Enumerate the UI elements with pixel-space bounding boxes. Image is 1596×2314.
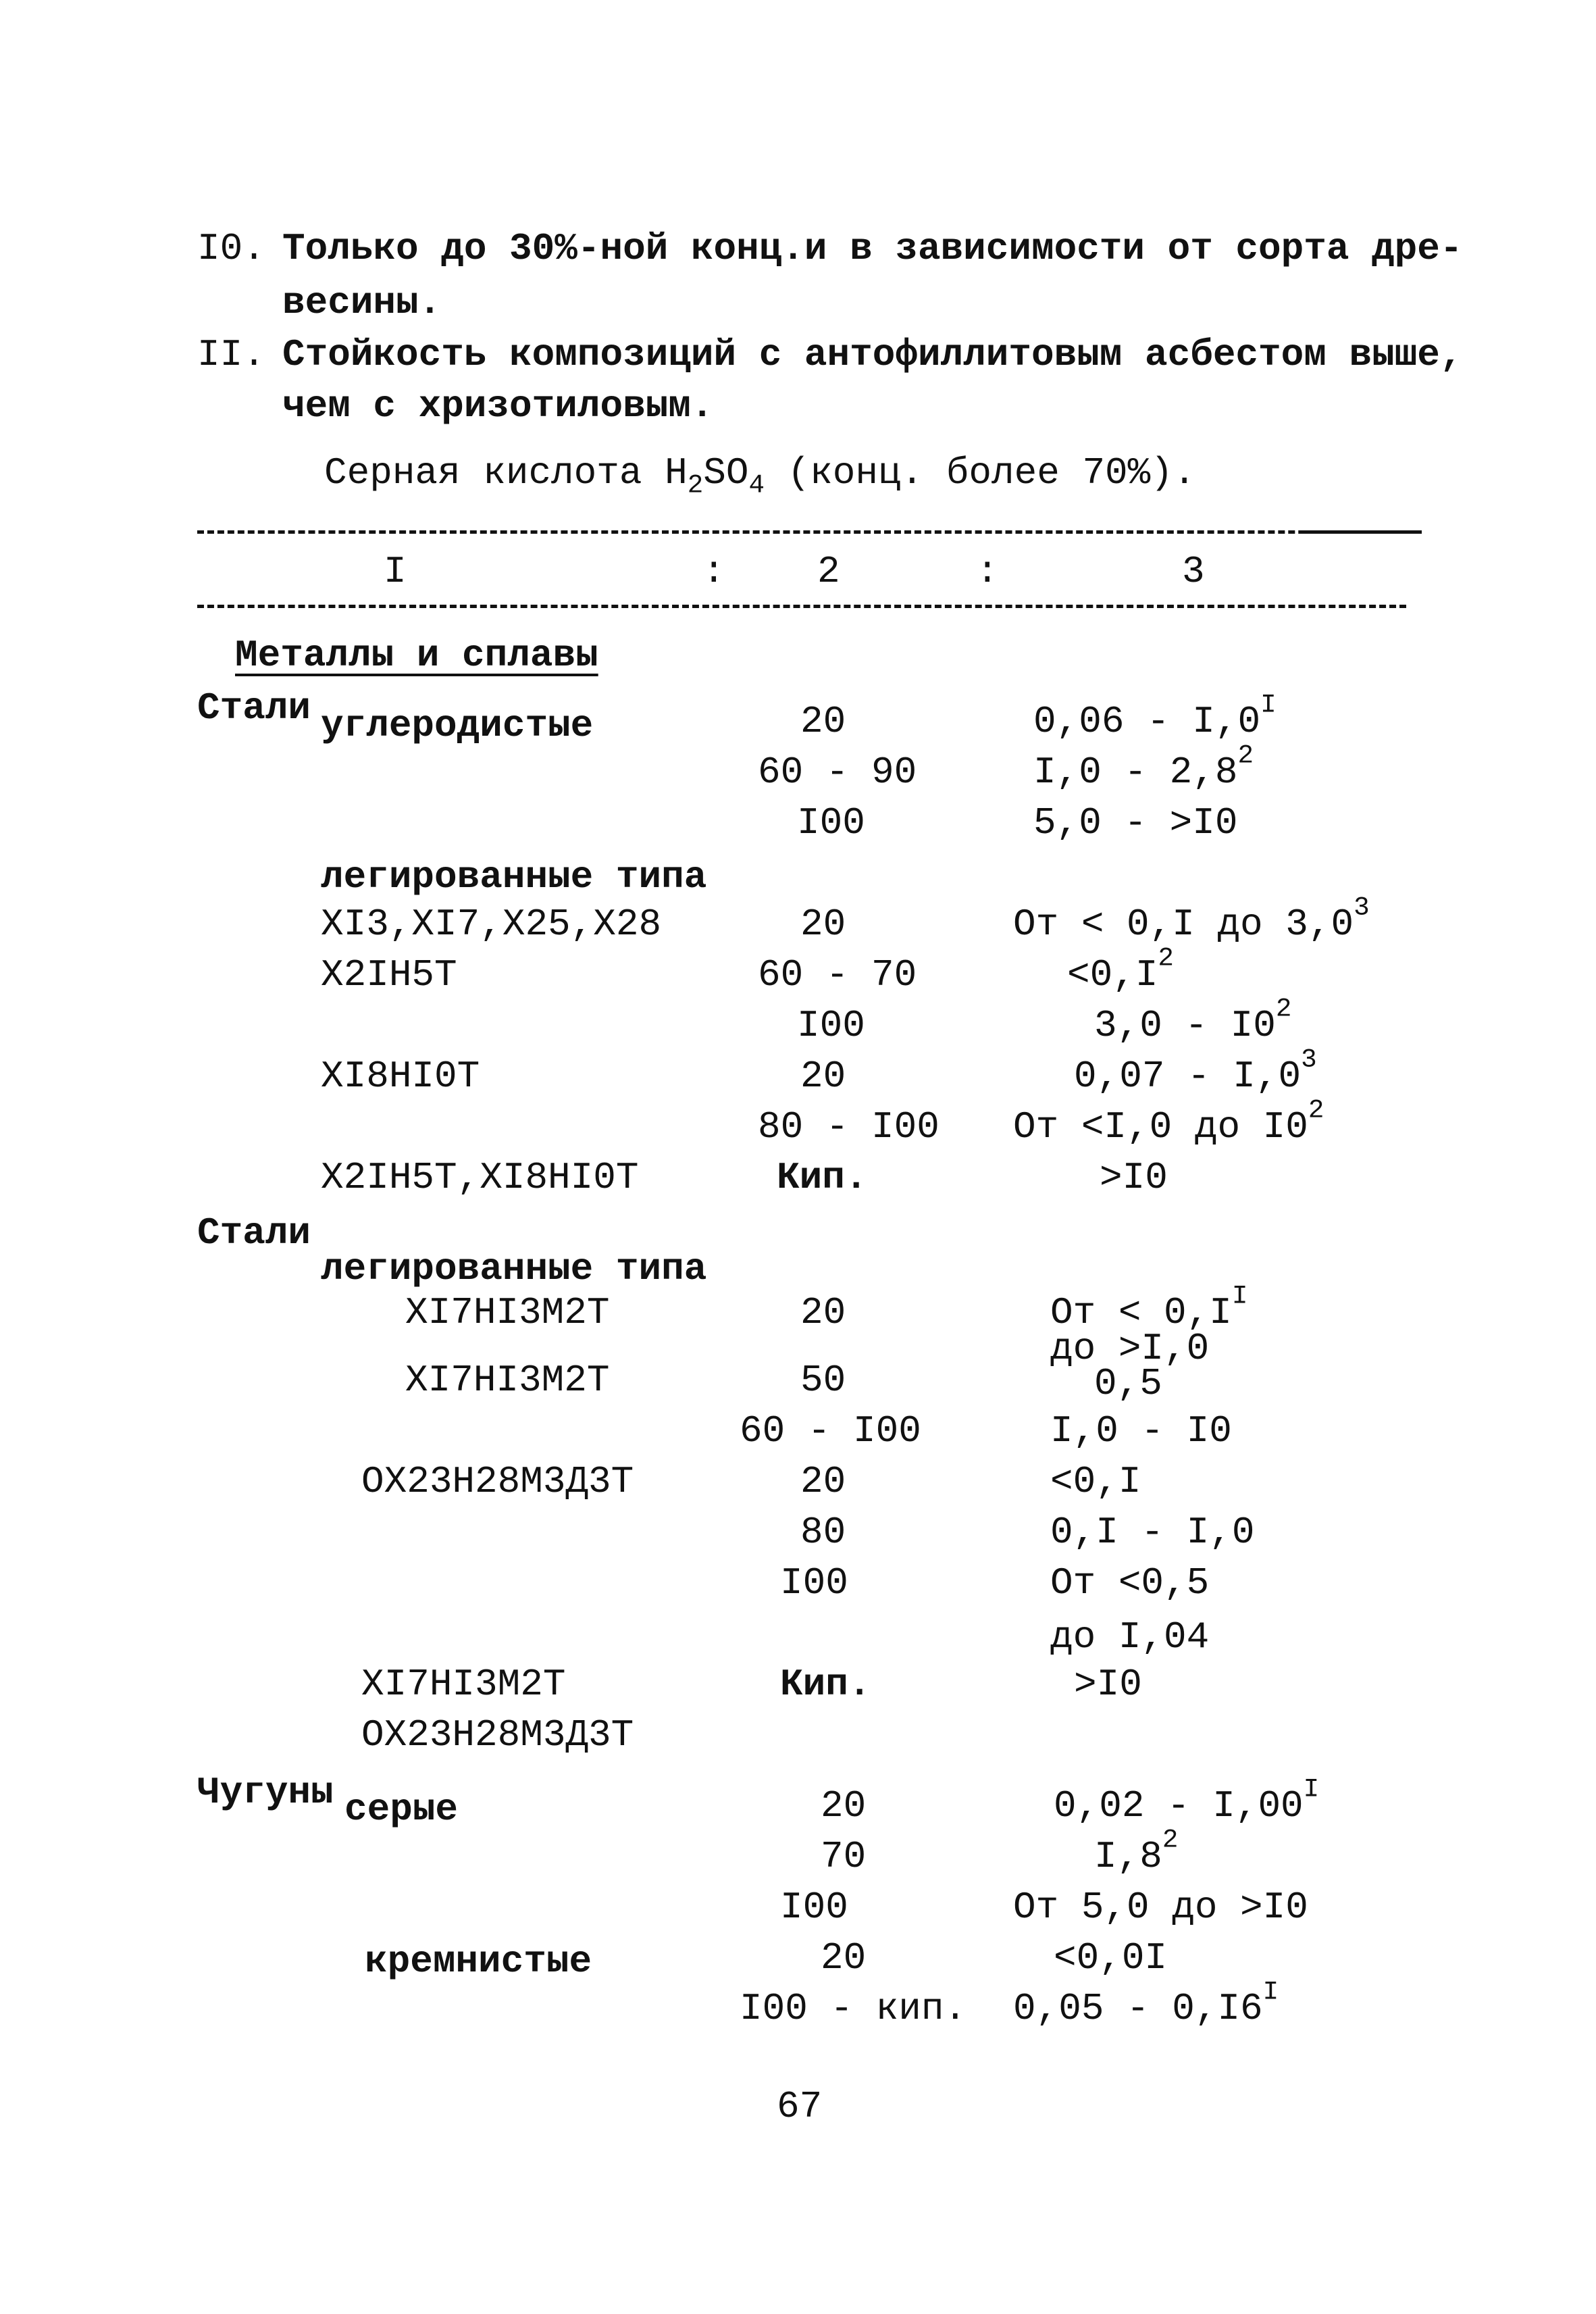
temperature-value: I00 [797,1004,865,1047]
temperature-value: 50 [800,1359,846,1402]
corrosion-rate: $0,05 - 0,I6^I$ [1013,1976,1279,2030]
table-top-rule-solid-end [1304,530,1422,534]
column-header-1: I [384,550,407,593]
temperature-value: 60 - I00 [740,1409,921,1453]
title-subscript-4: 4 [748,470,765,501]
header-separator-2: : [976,550,999,593]
note-11-text: Стойкость композиций с антофиллитовым асбестом выше, [282,333,1463,376]
temperature-value: 20 [821,1784,867,1828]
section-heading-metals: Металлы и сплавы [235,634,598,677]
temperature-value: 20 [821,1936,867,1980]
steel-grade: X2IH5T [321,953,457,997]
corrosion-rate: $3,0 - I0^2$ [1094,993,1292,1047]
note-10-text-cont: весины. [282,281,442,324]
note-11-text-cont: чем с хризотиловым. [282,384,714,428]
corrosion-rate: От 5,0 до >I0 [1013,1886,1308,1929]
material-group-steels: Стали [197,686,311,730]
note-11-number: II. [197,333,265,376]
corrosion-rate: От < $0,I^I$ [1050,1280,1248,1334]
page-number: 67 [777,2085,823,2128]
title-subscript-2: 2 [687,470,704,501]
material-group-cast-irons: Чугуны [197,1771,334,1814]
title-mid: SO [703,451,749,495]
steel-grade: XI7HI3M2T [405,1359,610,1402]
title-prefix: Серная кислота H [324,451,688,495]
material-name: углеродистые [321,704,594,747]
corrosion-rate: <0,0I [1054,1936,1168,1980]
temperature-value: 20 [800,1460,846,1503]
corrosion-rate: $0,06 - I,0^I$ [1033,689,1277,743]
note-10-number: I0. [197,227,265,270]
header-separator-1: : [702,550,725,593]
temperature-value: 80 [800,1511,846,1554]
material-group-steels: Стали [197,1211,311,1255]
corrosion-rate: От < 0,I до $3,0^3$ [1013,892,1370,946]
temperature-value: 20 [800,1291,846,1334]
material-name: легированные типа [321,1247,707,1290]
steel-grade: OX23H28M3Д3T [361,1460,634,1503]
material-name: серые [344,1788,459,1831]
temperature-value: 60 - 90 [758,751,917,794]
material-name: легированные типа [321,855,707,899]
temperature-value: I00 [797,801,865,845]
material-name: кремнистые [365,1940,592,1983]
temperature-value: I00 - кип. [740,1987,967,2030]
corrosion-rate: $0,02 - I,00^I$ [1054,1774,1320,1828]
column-header-2: 2 [817,550,840,593]
table-header-rule [197,605,1406,608]
steel-grade: XI3,XI7,X25,X28 [321,903,662,946]
note-10-text: Только до 30%-ной конц.и в зависимости от сорта дре- [282,227,1463,270]
corrosion-rate: >I0 [1074,1663,1142,1706]
steel-grade: XI8HI0T [321,1055,480,1098]
corrosion-rate: 0,I - I,0 [1050,1511,1255,1554]
corrosion-rate: 5,0 - >I0 [1033,801,1238,845]
column-header-3: 3 [1182,550,1205,593]
corrosion-rate: <0,I [1050,1460,1141,1503]
temperature-value: 70 [821,1835,867,1878]
corrosion-rate: $<0,I^2$ [1067,942,1174,997]
steel-grade: OX23H28M3Д3T [361,1713,634,1757]
corrosion-rate: до >I,0 [1050,1327,1210,1370]
steel-grade: XI7HI3M2T [361,1663,566,1706]
table-top-rule [197,530,1366,534]
temperature-value: 20 [800,903,846,946]
title-suffix: (конц. более 70%). [764,451,1196,495]
corrosion-rate: >I0 [1100,1156,1168,1199]
temperature-value: I00 [780,1886,848,1929]
corrosion-rate: I,0 - I0 [1050,1409,1232,1453]
temperature-value: 60 - 70 [758,953,917,997]
corrosion-rate: $0,07 - I,0^3$ [1074,1044,1317,1098]
temperature-value: Кип. [780,1663,871,1706]
corrosion-rate: до I,04 [1050,1615,1210,1659]
steel-grade: XI7HI3M2T [405,1291,610,1334]
corrosion-rate: От <I,0 до $I0^2$ [1013,1095,1324,1149]
temperature-value: 20 [800,1055,846,1098]
temperature-value: 20 [800,700,846,743]
corrosion-rate: $I,8^2$ [1094,1824,1179,1878]
temperature-value: 80 - I00 [758,1105,939,1149]
temperature-value: Кип. [777,1156,868,1199]
section-title [324,451,1196,501]
corrosion-rate: $I,0 - 2,8^2$ [1033,740,1254,794]
temperature-value: I00 [780,1561,848,1605]
steel-grade: X2IH5T,XI8HI0T [321,1156,639,1199]
corrosion-rate: От <0,5 [1050,1561,1210,1605]
corrosion-rate: 0,5 [1094,1362,1162,1405]
